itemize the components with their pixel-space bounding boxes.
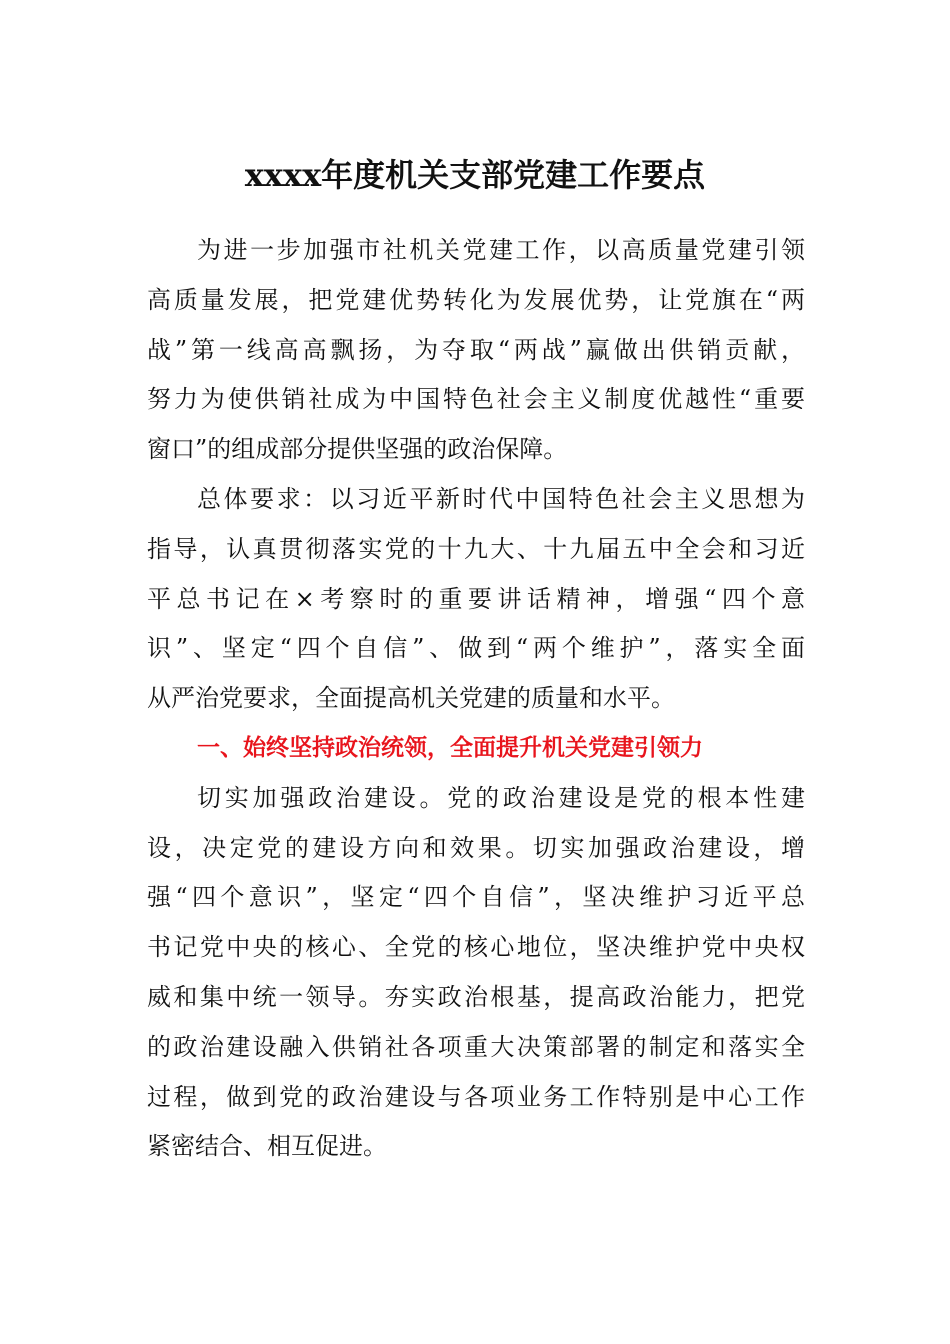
text-line: 窗口”的组成部分提供坚强的政治保障。 xyxy=(147,435,568,464)
text-line: 高质量发展，把党建优势转化为发展优势，让党旗在“两 xyxy=(147,285,805,314)
paragraph-political-building xyxy=(147,774,805,1172)
text-line: 强“四个意识”，坚定“四个自信”，坚决维护习近平总 xyxy=(147,883,805,912)
text-line: 为进一步加强市社机关党建工作，以高质量党建引领 xyxy=(197,236,805,264)
text-line: 从严治党要求，全面提高机关党建的质量和水平。 xyxy=(147,684,675,713)
document-body xyxy=(147,226,805,1172)
text-line: 战”第一线高高飘扬，为夺取“两战”赢做出供销贡献， xyxy=(147,335,805,364)
text-line: 努力为使供销社成为中国特色社会主义制度优越性“重要 xyxy=(147,385,805,414)
text-line: 平总书记在×考察时的重要讲话精神，增强“四个意 xyxy=(147,584,805,613)
text-line: 指导，认真贯彻落实党的十九大、十九届五中全会和习近 xyxy=(147,534,805,563)
text-line: 设，决定党的建设方向和效果。切实加强政治建设，增 xyxy=(147,833,805,862)
paragraph-general-requirements xyxy=(147,475,805,724)
text-line: 切实加强政治建设。党的政治建设是党的根本性建 xyxy=(197,783,805,812)
text-line: 过程，做到党的政治建设与各项业务工作特别是中心工作 xyxy=(147,1082,805,1111)
text-line: 威和集中统一领导。夯实政治根基，提高政治能力，把党 xyxy=(147,982,805,1011)
text-line: 紧密结合、相互促进。 xyxy=(147,1132,387,1161)
paragraph-intro xyxy=(147,226,805,475)
section-heading: 一、始终坚持政治统领，全面提升机关党建引领力 xyxy=(197,734,703,761)
document-title: xxxx年度机关支部党建工作要点 xyxy=(244,156,706,194)
text-line: 的政治建设融入供销社各项重大决策部署的制定和落实全 xyxy=(147,1032,805,1061)
text-line: 书记党中央的核心、全党的核心地位，坚决维护党中央权 xyxy=(147,933,805,962)
text-line: 识”、坚定“四个自信”、做到“两个维护”，落实全面 xyxy=(147,634,805,663)
text-line: 总体要求：以习近平新时代中国特色社会主义思想为 xyxy=(197,484,805,513)
